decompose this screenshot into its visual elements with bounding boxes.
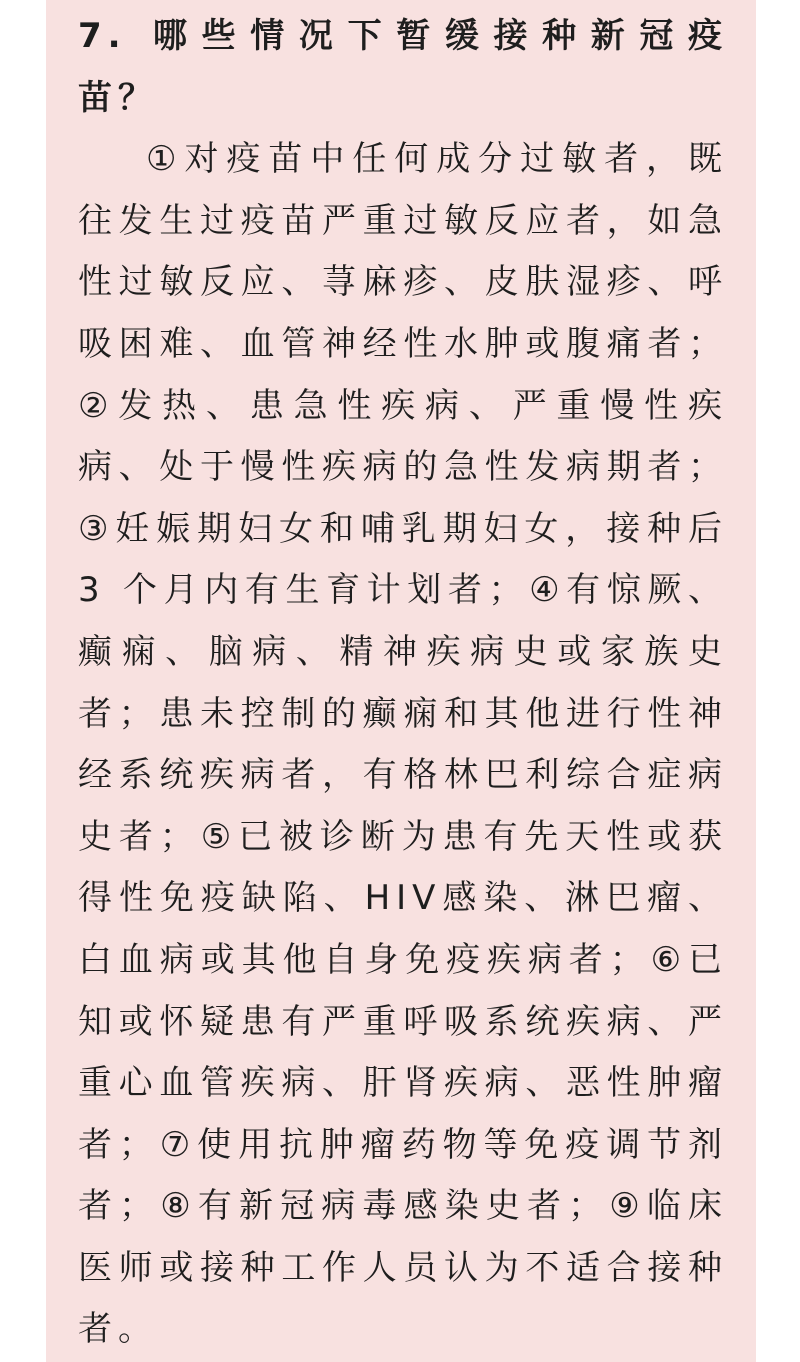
- article-panel: [46, 0, 756, 1362]
- answer-line-5: ②发热、患急性疾病、严重慢性疾: [78, 385, 728, 426]
- answer-line-18: 者；⑧有新冠病毒感染史者；⑨临床: [78, 1186, 728, 1227]
- answer-line-13: 得性免疫缺陷、HIV感染、淋巴瘤、: [78, 878, 728, 919]
- answer-line-1: ①对疫苗中任何成分过敏者，既: [146, 139, 728, 180]
- answer-line-3: 性过敏反应、荨麻疹、皮肤湿疹、呼: [78, 262, 728, 303]
- question-title-line-2: 苗？: [78, 77, 158, 118]
- answer-line-19: 医师或接种工作人员认为不适合接种: [78, 1247, 728, 1288]
- answer-line-4: 吸困难、血管神经性水肿或腹痛者；: [78, 323, 728, 364]
- answer-line-9: 癫痫、脑病、精神疾病史或家族史: [78, 631, 728, 672]
- answer-line-14: 白血病或其他自身免疫疾病者；⑥已: [78, 939, 728, 980]
- answer-line-17: 者；⑦使用抗肿瘤药物等免疫调节剂: [78, 1124, 728, 1165]
- article-text: [78, 6, 728, 1361]
- answer-line-12: 史者；⑤已被诊断为患有先天性或获: [78, 816, 728, 857]
- answer-line-16: 重心血管疾病、肝肾疾病、恶性肿瘤: [78, 1063, 728, 1104]
- answer-line-8: 3 个月内有生育计划者；④有惊厥、: [78, 570, 728, 611]
- answer-line-20: 者。: [78, 1309, 158, 1350]
- answer-line-10: 者；患未控制的癫痫和其他进行性神: [78, 693, 728, 734]
- answer-line-6: 病、处于慢性疾病的急性发病期者；: [78, 447, 728, 488]
- answer-line-2: 往发生过疫苗严重过敏反应者，如急: [78, 200, 728, 241]
- answer-line-7: ③妊娠期妇女和哺乳期妇女，接种后: [78, 508, 728, 549]
- question-title-line-1: 7. 哪些情况下暂缓接种新冠疫: [78, 16, 728, 56]
- answer-line-11: 经系统疾病者，有格林巴利综合症病: [78, 755, 728, 796]
- answer-line-15: 知或怀疑患有严重呼吸系统疾病、严: [78, 1001, 728, 1042]
